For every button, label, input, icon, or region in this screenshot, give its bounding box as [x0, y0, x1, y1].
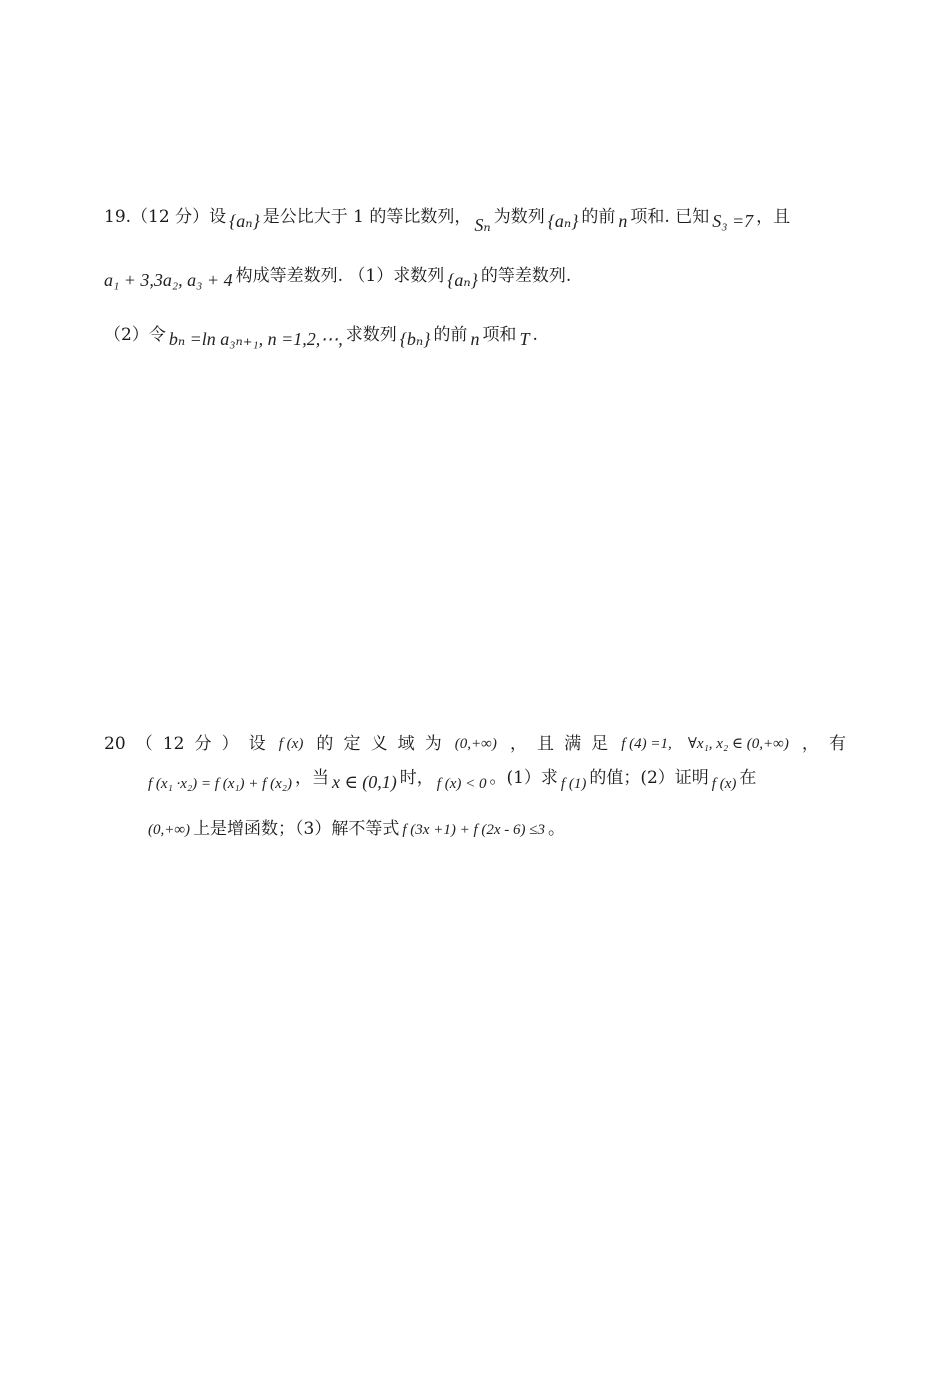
math-fx-negative: f (x) < 0: [436, 776, 487, 792]
math-sequence-bn: {bₙ}: [399, 329, 431, 349]
math-bn-definition: bₙ =ln a₃ₙ₊₁, n =1,2,⋯,: [168, 329, 343, 349]
text: 构成等差数列. （1）求数列: [235, 266, 445, 286]
text: 求数列: [345, 325, 397, 345]
text: （2）令: [104, 325, 166, 345]
q19-line3: [104, 322, 846, 347]
math-forall-x1-x2: ∀x₁, x₂ ∈ (0,+∞): [687, 736, 789, 752]
text: （: [135, 734, 153, 754]
text: 义: [370, 734, 388, 754]
text: ，当: [294, 768, 329, 788]
math-fx: f (x): [711, 776, 737, 792]
text: 且: [537, 734, 555, 754]
math-domain: (0,+∞): [454, 736, 497, 752]
text: ）: [221, 734, 239, 754]
q20-line2: [148, 765, 846, 791]
text: 为: [424, 734, 442, 754]
text: 的: [316, 734, 334, 754]
q20-score: 12: [162, 734, 185, 754]
text: 是公比大于 1 的等比数列，: [262, 207, 472, 227]
math-sequence-an: {aₙ}: [547, 211, 579, 231]
math-sequence-an: {aₙ}: [447, 270, 478, 290]
math-f4-equals-1: f (4) =1,: [621, 736, 672, 752]
text: 在: [739, 768, 757, 788]
q19-line2: [104, 263, 846, 288]
math-arithmetic-terms: a₁ + 3,3a₂, a₃ + 4: [104, 270, 233, 290]
text: 时，: [399, 768, 434, 788]
text: 满: [564, 734, 582, 754]
text: 的值；(2）证明: [589, 768, 709, 788]
math-x-in-interval: x ∈ (0,1): [331, 772, 397, 792]
text: ，且: [756, 207, 791, 227]
text: 的等差数列.: [480, 266, 572, 286]
q20-line1: [104, 732, 846, 756]
math-domain: (0,+∞): [148, 822, 191, 838]
math-n: n: [470, 329, 480, 349]
text: ，: [801, 734, 819, 754]
math-t: T: [519, 329, 530, 349]
text: 的前: [433, 325, 468, 345]
text: 的前: [581, 207, 616, 227]
q19-number-score: 19.（12 分）设: [104, 207, 227, 227]
text: 为数列: [493, 207, 545, 227]
text: 。(1）求: [489, 768, 558, 788]
math-functional-equation: f (x₁ ·x₂) = f (x₁) + f (x₂): [148, 776, 292, 792]
text: 有: [828, 734, 846, 754]
text: 分: [194, 734, 212, 754]
text: .: [532, 325, 538, 345]
text: 域: [397, 734, 415, 754]
text: 项和: [482, 325, 517, 345]
q20-line3: [148, 817, 846, 842]
math-fx: f (x): [278, 736, 304, 752]
q19-line1: [104, 204, 846, 235]
text: 。: [548, 819, 565, 839]
text: 定: [343, 734, 361, 754]
math-sequence-an: {aₙ}: [229, 211, 260, 231]
text: 上是增函数；（3）解不等式: [193, 819, 400, 839]
text: 足: [591, 734, 609, 754]
text: 设: [248, 734, 266, 754]
math-sn: Sₙ: [474, 215, 491, 235]
math-f1: f (1): [560, 776, 587, 792]
text: 项和. 已知: [630, 207, 710, 227]
math-s3-equals-7: S₃ =7: [712, 211, 754, 231]
math-inequality: f (3x +1) + f (2x - 6) ≤3: [402, 822, 545, 838]
text: ，: [509, 734, 527, 754]
q20-number: 20: [104, 734, 126, 754]
math-n: n: [618, 211, 628, 231]
